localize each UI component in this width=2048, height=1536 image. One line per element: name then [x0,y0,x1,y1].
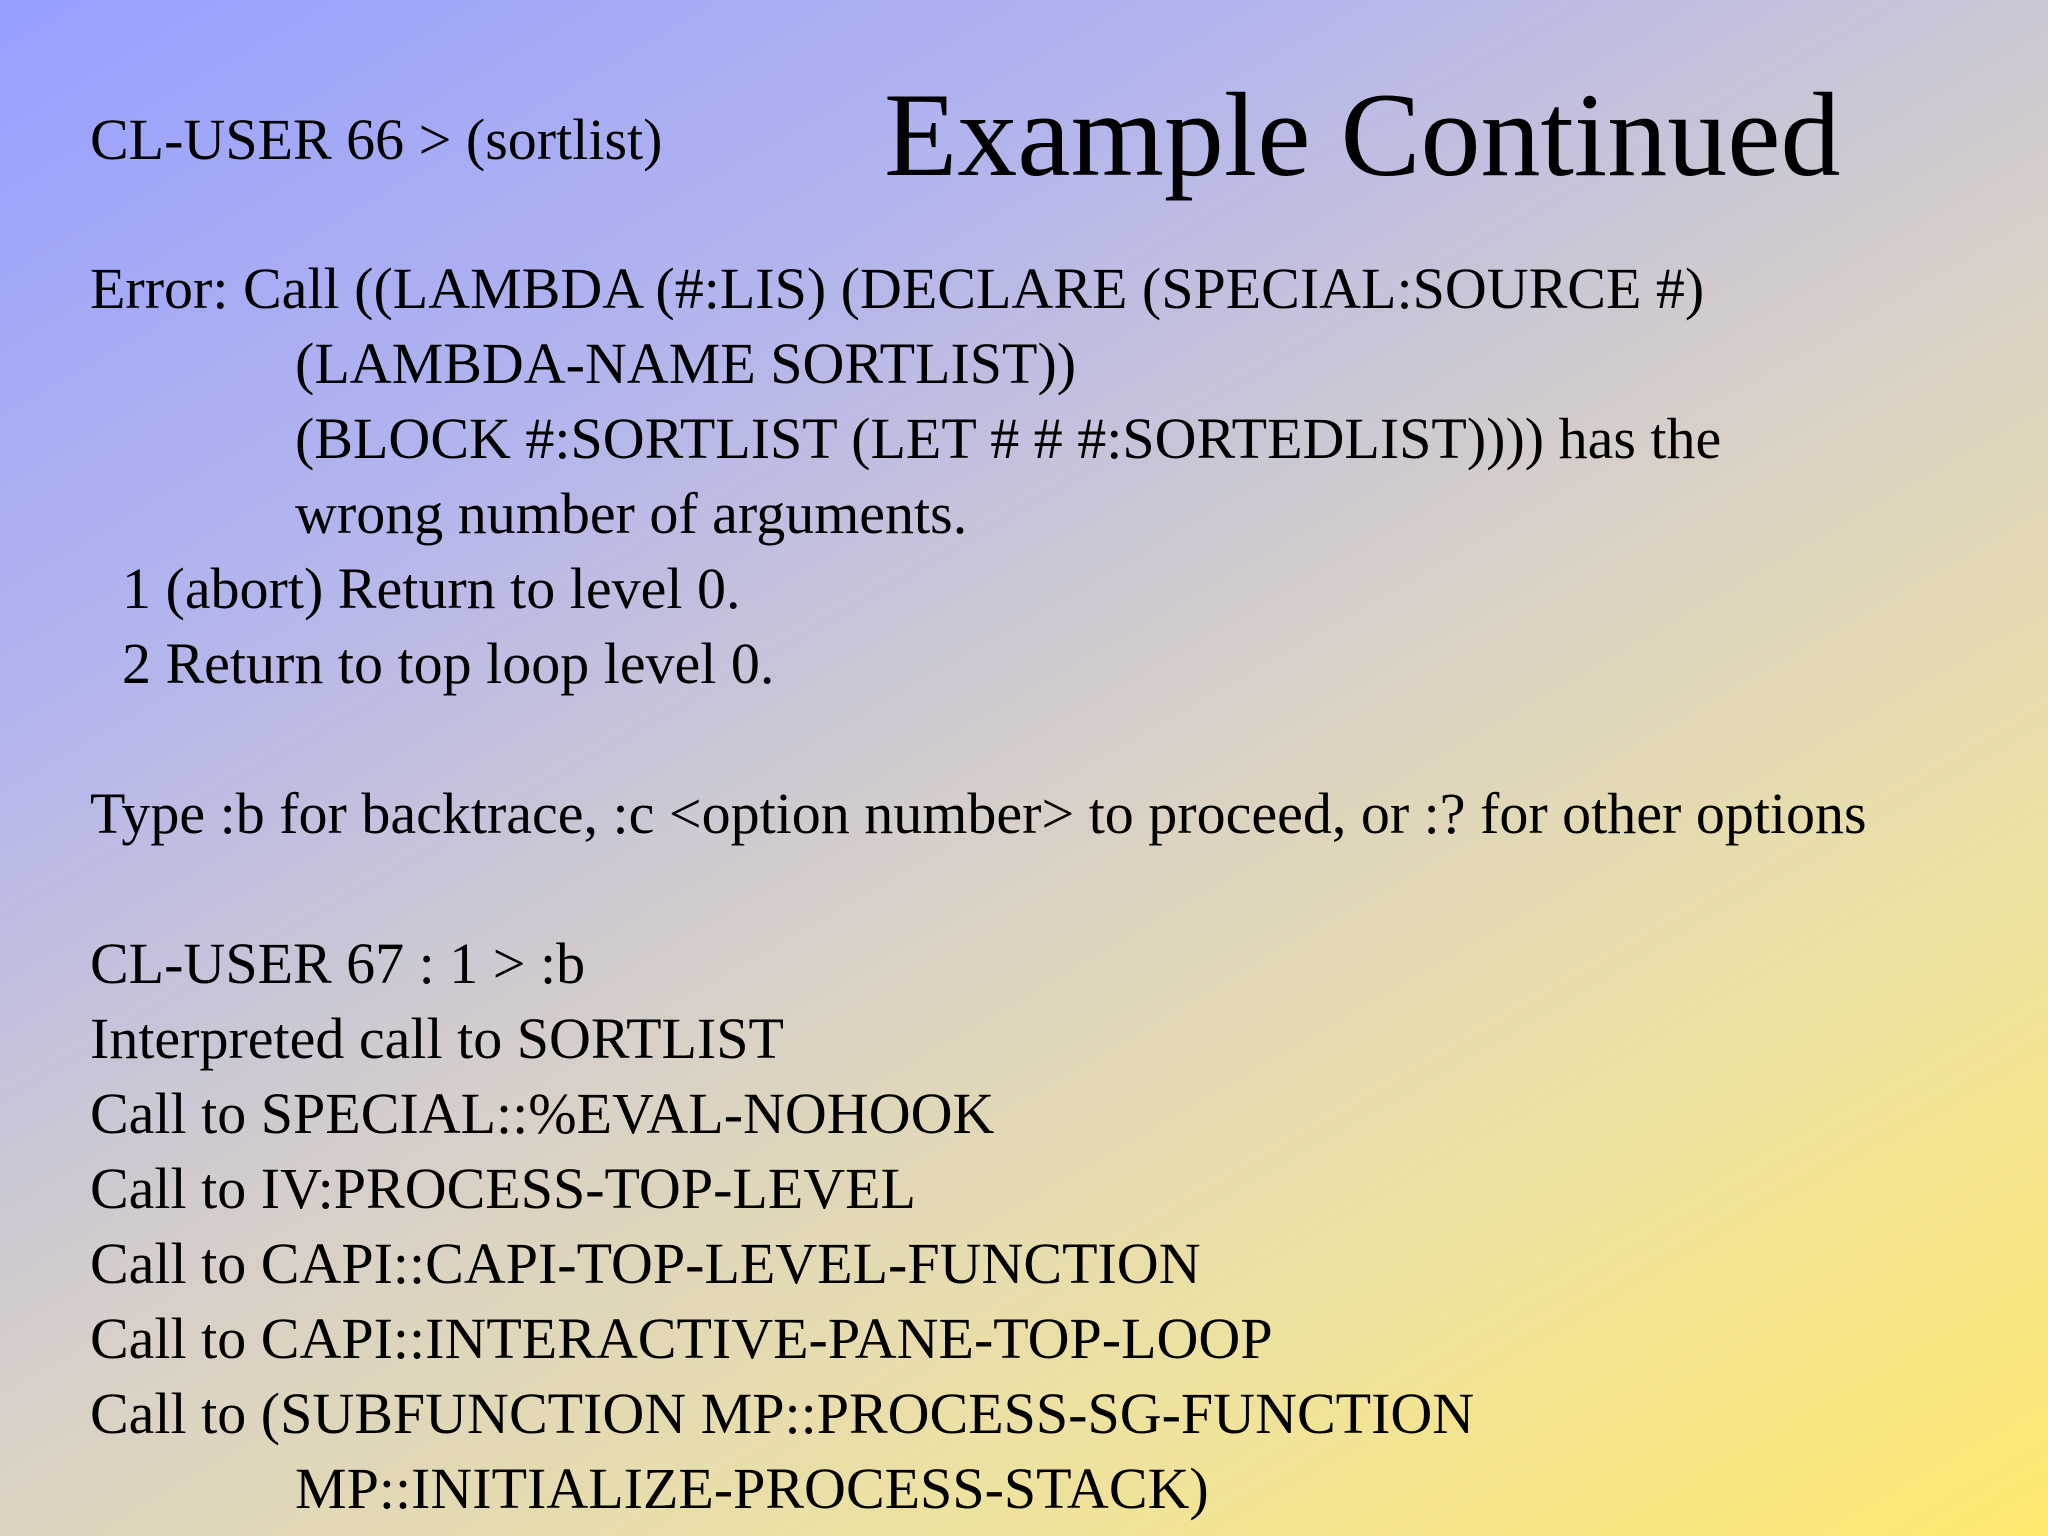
repl-prompt-67: CL-USER 67 : 1 > :b [90,931,586,996]
error-line-4: wrong number of arguments. [295,481,968,546]
error-line-3: (BLOCK #:SORTLIST (LET # # #:SORTEDLIST)))) has the [295,406,1722,471]
help-line: Type :b for backtrace, :c <option number> to proceed, or :? for other options [90,781,1867,846]
restart-option-2: 2 Return to top loop level 0. [122,631,775,696]
backtrace-line-4: Call to CAPI::CAPI-TOP-LEVEL-FUNCTION [90,1231,1201,1296]
backtrace-line-5: Call to CAPI::INTERACTIVE-PANE-TOP-LOOP [90,1306,1273,1371]
backtrace-line-6: Call to (SUBFUNCTION MP::PROCESS-SG-FUNCTION [90,1381,1475,1446]
restart-option-1: 1 (abort) Return to level 0. [122,556,741,621]
backtrace-line-3: Call to IV:PROCESS-TOP-LEVEL [90,1156,916,1221]
error-line-2: (LAMBDA-NAME SORTLIST)) [295,331,1077,396]
slide-title: Example Continued [884,68,1841,201]
repl-prompt-66: CL-USER 66 > (sortlist) [90,107,663,172]
error-line-1: Error: Call ((LAMBDA (#:LIS) (DECLARE (SPECIAL:SOURCE #) [90,256,1705,321]
backtrace-line-1: Interpreted call to SORTLIST [90,1006,784,1071]
backtrace-line-7: MP::INITIALIZE-PROCESS-STACK) [295,1456,1209,1521]
backtrace-line-2: Call to SPECIAL::%EVAL-NOHOOK [90,1081,995,1146]
